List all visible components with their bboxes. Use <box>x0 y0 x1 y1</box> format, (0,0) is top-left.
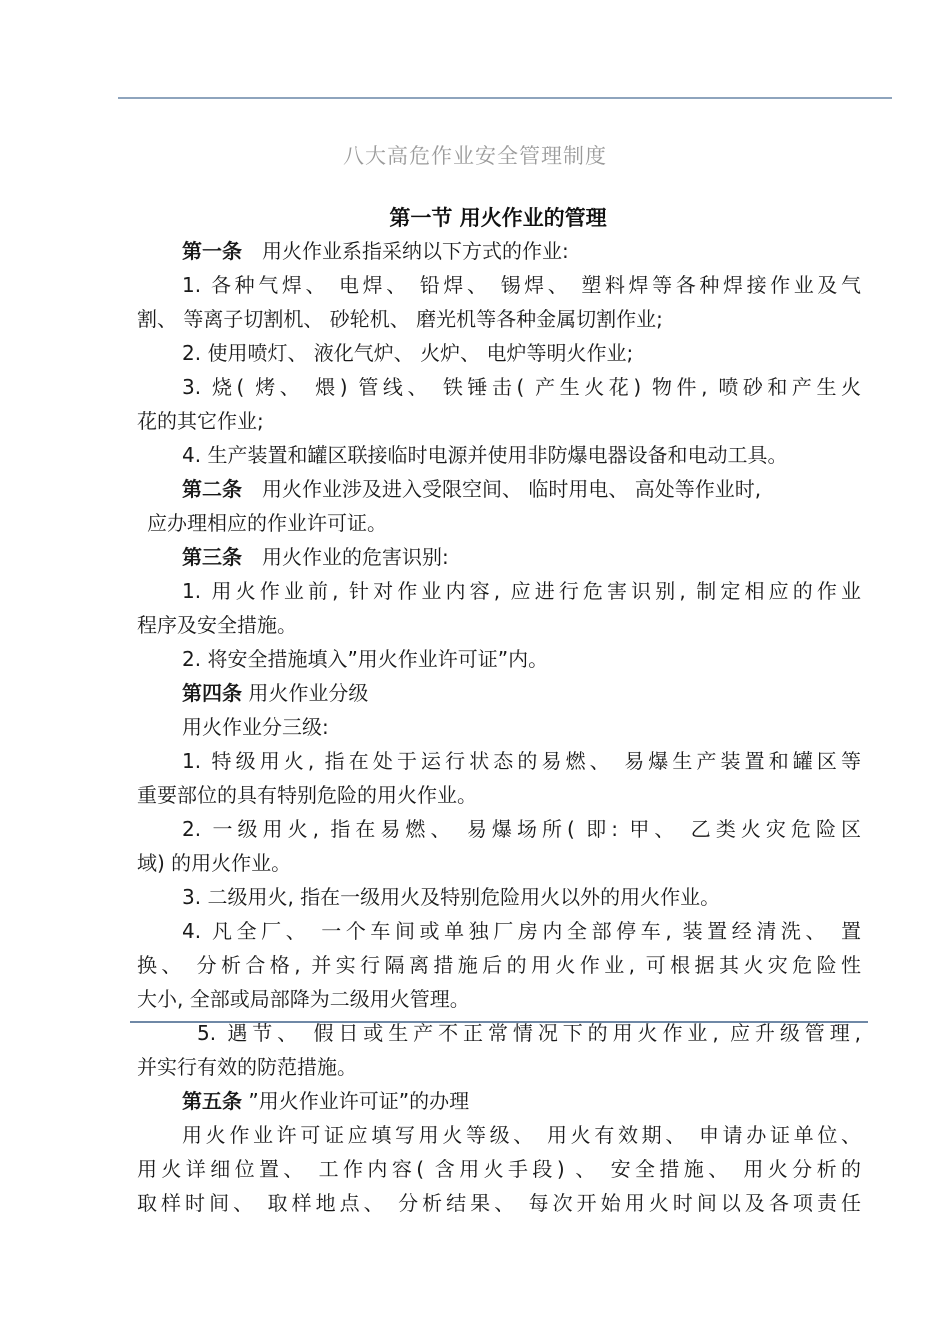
article-label: 第五条 <box>182 1089 242 1113</box>
section-title: 第一节 用火作业的管理 <box>389 206 607 230</box>
article-text: 用火作业涉及进入受限空间、 临时用电、 高处等作业时, <box>242 477 762 501</box>
paragraph-line: 1. 各种气焊、 电焊、 铅焊、 锡焊、 塑料焊等各种焊接作业及气 <box>182 273 861 297</box>
paragraph-line: 换、 分析合格, 并实行隔离措施后的用火作业, 可根据其火灾危险性 <box>137 953 861 977</box>
paragraph-line: 重要部位的具有特别危险的用火作业。 <box>137 783 477 807</box>
article-4-heading <box>137 676 861 710</box>
paragraph-line: 1. 特级用火, 指在处于运行状态的易燃、 易爆生产装置和罐区等 <box>182 749 861 773</box>
article-text: 用火作业的危害识别: <box>242 545 449 569</box>
paragraph-line: 用火作业分三级: <box>182 715 329 739</box>
paragraph-line: 3. 烧( 烤、 煨) 管线、 铁锤击( 产生火花) 物件, 喷砂和产生火 <box>182 375 861 399</box>
paragraph-line: 4. 凡全厂、 一个车间或单独厂房内全部停车, 装置经清洗、 置 <box>182 919 861 943</box>
article-5-heading <box>137 1084 861 1118</box>
paragraph-line: 2. 使用喷灯、 液化气炉、 火炉、 电炉等明火作业; <box>182 341 634 365</box>
paragraph-line: 取样时间、 取样地点、 分析结果、 每次开始用火时间以及各项责任 <box>137 1191 861 1215</box>
paragraph-line: 2. 一级用火, 指在易燃、 易爆场所( 即: 甲、 乙类火灾危险区 <box>182 817 861 841</box>
paragraph-line: 域) 的用火作业。 <box>137 851 292 875</box>
paragraph-line: 用火详细位置、 工作内容( 含用火手段) 、 安全措施、 用火分析的 <box>137 1157 861 1181</box>
paragraph-line: 1. 用火作业前, 针对作业内容, 应进行危害识别, 制定相应的作业 <box>182 579 861 603</box>
paragraph-line: 大小, 全部或局部降为二级用火管理。 <box>137 987 470 1011</box>
paragraph-line: 并实行有效的防范措施。 <box>137 1055 357 1079</box>
article-label: 第三条 <box>182 545 242 569</box>
paragraph-line: 5. 遇节、 假日或生产不正常情况下的用火作业, 应升级管理, <box>197 1021 861 1045</box>
paragraph-line: 割、 等离子切割机、 砂轮机、 磨光机等各种金属切割作业; <box>137 307 663 331</box>
article-label: 第二条 <box>182 477 242 501</box>
article-text: 用火作业分级 <box>242 681 369 705</box>
document-body <box>137 234 861 1220</box>
article-label: 第一条 <box>182 239 242 263</box>
article-3-heading <box>137 540 861 574</box>
paragraph-line: 应办理相应的作业许可证。 <box>147 511 387 535</box>
paragraph-line: 2. 将安全措施填入”用火作业许可证”内。 <box>182 647 549 671</box>
paragraph-line: 3. 二级用火, 指在一级用火及特别危险用火以外的用火作业。 <box>182 885 721 909</box>
paragraph-line: 用火作业许可证应填写用火等级、 用火有效期、 申请办证单位、 <box>182 1123 861 1147</box>
article-text: ”用火作业许可证”的办理 <box>242 1089 470 1113</box>
article-text: 用火作业系指采纳以下方式的作业: <box>242 239 569 263</box>
article-1-heading <box>137 234 861 268</box>
header-rule <box>118 97 892 99</box>
article-2-heading <box>137 472 861 506</box>
page-break-rule <box>130 1021 868 1023</box>
article-label: 第四条 <box>182 681 242 705</box>
paragraph-line: 花的其它作业; <box>137 409 264 433</box>
document-title: 八大高危作业安全管理制度 <box>343 144 607 168</box>
paragraph-line: 4. 生产装置和罐区联接临时电源并使用非防爆电器设备和电动工具。 <box>182 443 788 467</box>
paragraph-line: 程序及安全措施。 <box>137 613 297 637</box>
